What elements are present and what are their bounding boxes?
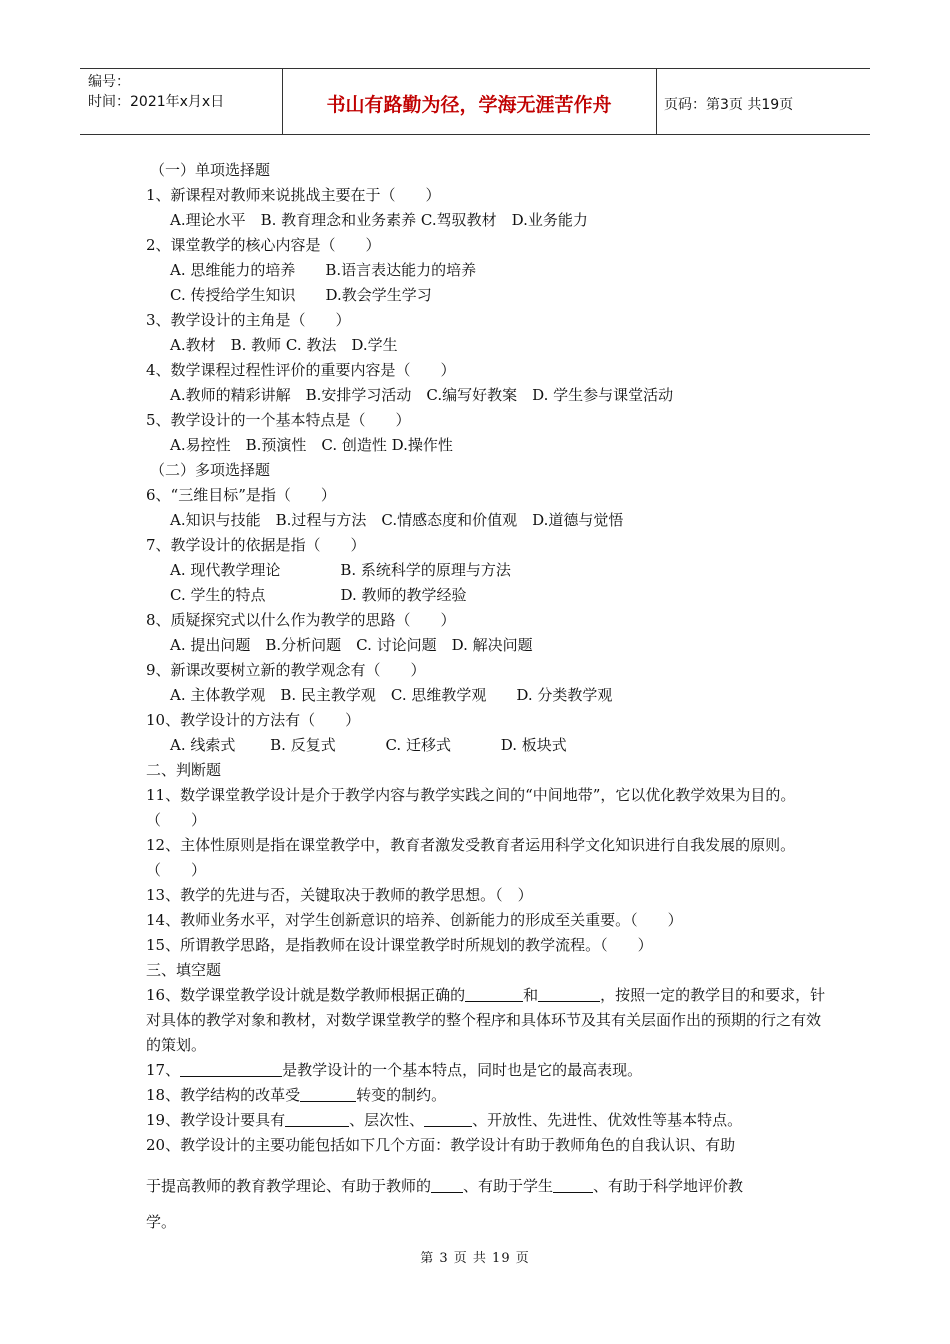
- blank: [465, 984, 523, 1002]
- question-17-text-a: 17、: [146, 1061, 181, 1079]
- question-1-options: A.理论水平 B. 教育理念和业务素养 C.驾驭教材 D.业务能力: [170, 211, 588, 229]
- question-20-text-b: 于提高教师的教育教学理论、有助于教师的: [146, 1177, 432, 1195]
- section-title-multi-choice: （二）多项选择题: [150, 461, 271, 479]
- question-6-options: A.知识与技能 B.过程与方法 C.情感态度和价值观 D.道德与觉悟: [170, 511, 624, 529]
- blank: [180, 1059, 282, 1077]
- header-page-info: 页码：第3页 共19页: [664, 97, 794, 113]
- question-4-options: A.教师的精彩讲解 B.安排学习活动 C.编写好教案 D. 学生参与课堂活动: [170, 386, 674, 404]
- question-20-line-1: 20、教学设计的主要功能包括如下几个方面：教学设计有助于教师角色的自我认识、有助: [146, 1136, 736, 1154]
- question-7-options-b: C. 学生的特点 D. 教师的教学经验: [170, 586, 467, 604]
- question-15: 15、所谓教学思路，是指教师在设计课堂教学时所规划的教学流程。（ ）: [146, 936, 653, 954]
- question-20-text-d: 、有助于科学地评价教: [593, 1177, 744, 1195]
- question-19: [146, 1108, 826, 1133]
- question-1: 1、新课程对教师来说挑战主要在于（ ）: [146, 186, 441, 204]
- question-19-text-c: 、开放性、先进性、优效性等基本特点。: [472, 1111, 743, 1129]
- question-7-options-a: A. 现代教学理论 B. 系统科学的原理与方法: [170, 561, 511, 579]
- date-label: 时间：2021年x月x日: [88, 94, 225, 110]
- blank: [553, 1175, 593, 1193]
- header-top-rule: [80, 68, 870, 69]
- header-meta: [88, 72, 278, 112]
- blank: [285, 1109, 349, 1127]
- header-motto: 书山有路勤为径，学海无涯苦作舟: [326, 94, 612, 116]
- header-bottom-rule: [80, 134, 870, 135]
- question-11: 11、数学课堂教学设计是介于教学内容与教学实践之间的“中间地带”，它以优化教学效果为目的。（ ）: [146, 786, 796, 829]
- section-title-single-choice: （一）单项选择题: [150, 161, 271, 179]
- question-16-text-b: 和: [523, 986, 539, 1004]
- section-title-fill-blank: 三、填空题: [146, 961, 222, 979]
- question-8-options: A. 提出问题 B.分析问题 C. 讨论问题 D. 解决问题: [170, 636, 533, 654]
- question-2-options-b: C. 传授给学生知识 D.教会学生学习: [170, 286, 432, 304]
- question-17: [146, 1058, 826, 1083]
- question-16: [146, 983, 826, 1058]
- question-19-text-b: 、层次性、: [349, 1111, 425, 1129]
- question-16-text-c: ，按照一定的教学目的: [600, 986, 751, 1004]
- page-footer: 第 3 页 共 19 页: [420, 1251, 530, 1266]
- question-5-options: A.易控性 B.预演性 C. 创造性 D.操作性: [170, 436, 453, 454]
- question-9-options: A. 主体教学观 B. 民主教学观 C. 思维教学观 D. 分类教学观: [170, 686, 613, 704]
- blank: [424, 1109, 472, 1127]
- question-20-line-2: [146, 1168, 826, 1204]
- document-body: [146, 158, 826, 1240]
- question-12: 12、主体性原则是指在课堂教学中，教育者激发受教育者运用科学文化知识进行自我发展的原则。（ ）: [146, 836, 796, 879]
- question-6: 6、“三维目标”是指（ ）: [146, 486, 336, 504]
- question-9: 9、新课改要树立新的教学观念有（ ）: [146, 661, 426, 679]
- question-3: 3、教学设计的主角是（ ）: [146, 311, 351, 329]
- question-8: 8、质疑探究式以什么作为教学的思路（ ）: [146, 611, 456, 629]
- blank: [431, 1175, 463, 1193]
- question-3-options: A.教材 B. 教师 C. 教法 D.学生: [170, 336, 398, 354]
- question-19-text-a: 19、教学设计要具有: [146, 1111, 286, 1129]
- blank: [300, 1084, 356, 1102]
- question-14: 14、教师业务水平，对学生创新意识的培养、创新能力的形成至关重要。（ ）: [146, 911, 683, 929]
- question-18-text-b: 转变的制约。: [356, 1086, 447, 1104]
- question-10: 10、教学设计的方法有（ ）: [146, 711, 361, 729]
- header-divider-left: [282, 68, 283, 134]
- question-2: 2、课堂教学的核心内容是（ ）: [146, 236, 381, 254]
- question-20-line-3: 学。: [146, 1213, 177, 1231]
- question-4: 4、数学课程过程性评价的重要内容是（ ）: [146, 361, 456, 379]
- question-10-options: A. 线索式 B. 反复式 C. 迁移式 D. 板块式: [170, 736, 567, 754]
- question-5: 5、教学设计的一个基本特点是（ ）: [146, 411, 411, 429]
- header-divider-right: [656, 68, 657, 134]
- question-18-text-a: 18、教学结构的改革受: [146, 1086, 301, 1104]
- question-17-text-b: 是教学设计的一个基本特点，同时也是它的最高表现。: [282, 1061, 643, 1079]
- section-title-true-false: 二、判断题: [146, 761, 222, 779]
- question-2-options-a: A. 思维能力的培养 B.语言表达能力的培养: [170, 261, 477, 279]
- question-16-text-a: 16、数学课堂教学设计就是数学教师根据正确的: [146, 986, 466, 1004]
- blank: [538, 984, 600, 1002]
- code-label: 编号：: [88, 74, 130, 90]
- question-18: [146, 1083, 826, 1108]
- question-13: 13、教学的先进与否，关键取决于教师的教学思想。（ ）: [146, 886, 533, 904]
- question-16-text-d: 和要求，针对具体的教学对象和教材，对数学课堂教学的整个程序和具体环节及其有关层面作出的预期的行之有效的策划。: [146, 986, 826, 1054]
- question-7: 7、教学设计的依据是指（ ）: [146, 536, 366, 554]
- question-20-text-c: 、有助于学生: [463, 1177, 554, 1195]
